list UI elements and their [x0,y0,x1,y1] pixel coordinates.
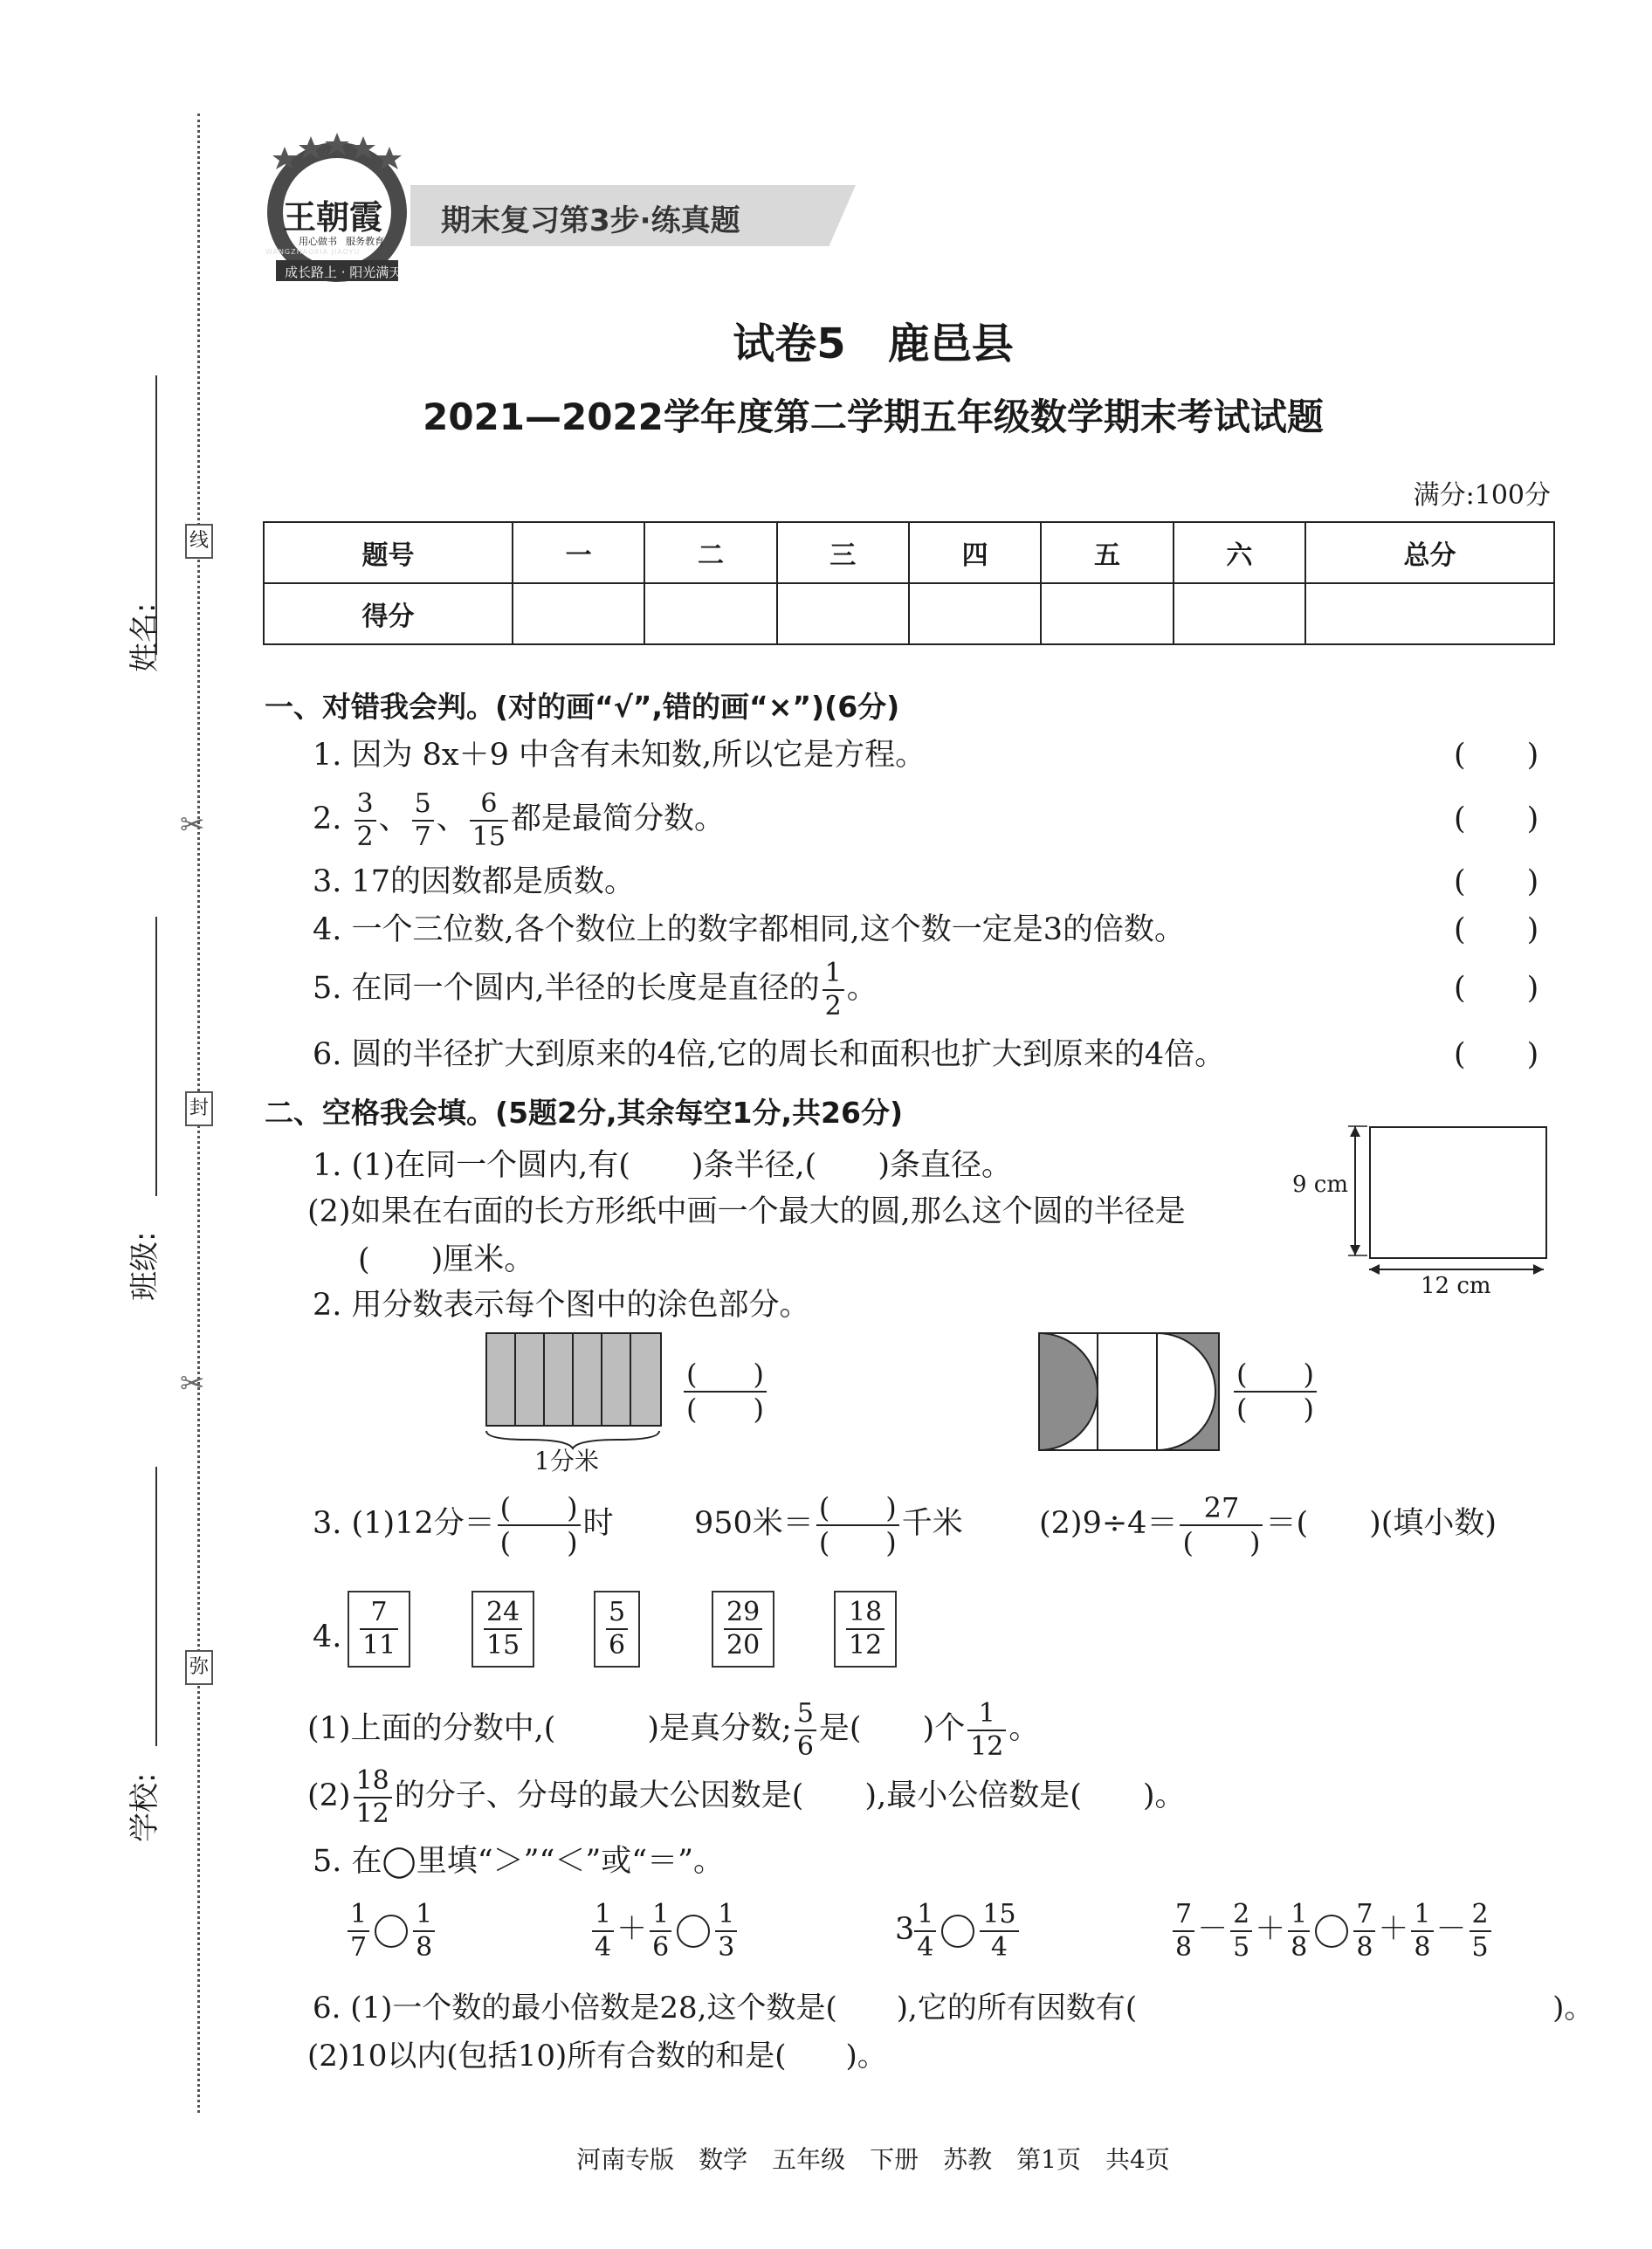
logo-ring-text: WANGZHAOXIA JIAOYU [265,248,361,256]
compare-item-b: $\frac{1}{4}$ ＋ $\frac{1}{6}$ $\frac{1}{3}$ [589,1890,740,1969]
s2-question-1b: (2)如果在右面的长方形纸中画一个最大的圆,那么这个圆的半径是 [307,1194,1186,1229]
s1-answer-1[interactable]: ( ) [1454,738,1539,773]
logo-ribbon: 成长路上 · 阳光满天 [285,265,403,280]
header-cell: 总分 [1305,522,1554,583]
class-underline [155,917,157,1196]
s2-question-6a: 6. (1)一个数的最小倍数是28,这个数是( ),它的所有因数有( )。 [313,1991,1594,2025]
s2-question-1a: 1. (1)在同一个圆内,有( )条半径,( )条直径。 [313,1148,1012,1183]
s1-answer-5[interactable]: ( ) [1454,971,1539,1006]
fraction: $\frac{1}{8}$ [413,1902,435,1961]
score-cell[interactable] [1174,583,1305,644]
score-cell[interactable] [644,583,776,644]
fraction: $\frac{2}{5}$ [1230,1902,1252,1961]
s1-question-2: 2. $\frac{3}{2}$ 、 $\frac{5}{7}$ 、 $\frac{6}{15}$ 都是最简分数。 [313,787,725,852]
section2-title: 二、空格我会填。(5题2分,其余每空1分,共26分) [265,1096,904,1130]
score-cell[interactable] [1305,583,1554,644]
score-cell[interactable] [513,583,644,644]
compare-item-d: $\frac{7}{8}$ － $\frac{2}{5}$ ＋ $\frac{1}{8}$ $\frac{7}{8}$ ＋ $\frac{1}{8}$ － $\frac{2}{5}$ [1170,1890,1494,1969]
answer-fraction-blank[interactable]: $\frac{( )}{( )}$ [498,1494,581,1557]
s1-question-1: 1. 因为 8x＋9 中含有未知数,所以它是方程。 [313,738,926,773]
fraction: $\frac{1}{2}$ [823,960,844,1020]
fraction: $\frac{5}{6}$ [795,1701,816,1760]
name-label: 姓名: [127,602,162,672]
score-table [263,521,1555,645]
cut-seal-mark: 封 [185,1091,213,1126]
fraction: $\frac{7}{8}$ [1173,1902,1194,1961]
header-cell: 二 [644,522,776,583]
answer-fraction-blank[interactable]: ( ) ( ) [684,1360,767,1423]
logo-brand-text: 王朝霞 [283,197,383,237]
s2-question-4-1: (1)上面的分数中,( )是真分数; $\frac{5}{6}$ 是( )个 $\frac{1}{12}$ 。 [307,1697,1040,1762]
fraction: $\frac{1}{8}$ [1411,1902,1433,1961]
header-cell: 题号 [264,522,513,583]
q2-prefix: 2. [313,801,342,836]
s1-answer-2[interactable]: ( ) [1454,801,1539,836]
s1-answer-4[interactable]: ( ) [1454,912,1539,947]
school-underline [155,1467,157,1746]
fraction: $\frac{1}{3}$ [715,1902,737,1961]
boxed-fraction: $\frac{24}{15}$ [472,1591,534,1668]
fraction: $\frac{1}{12}$ [967,1701,1006,1760]
score-cell[interactable] [777,583,909,644]
boxed-fraction: $\frac{5}{6}$ [594,1591,640,1668]
s2-question-3c: (2)9÷4＝ $\frac{27}{( )}$ ＝( )(填小数) [1039,1490,1497,1559]
fraction: $\frac{1}{7}$ [348,1902,369,1961]
boxed-fraction: $\frac{29}{20}$ [712,1591,774,1668]
scissors-icon: ✂ [180,1366,205,1401]
s2-question-3b: 950米＝ $\frac{( )}{( )}$ 千米 [694,1490,963,1559]
score-cell[interactable] [909,583,1041,644]
class-label: 班级: [127,1231,162,1301]
section1-title: 一、对错我会判。(对的画“√”,错的画“×”)(6分) [265,690,900,724]
answer-fraction-blank[interactable]: $\frac{( )}{( )}$ [816,1494,899,1557]
brand-logo [258,129,416,286]
header-cell: 五 [1041,522,1173,583]
page-footer: 河南专版 数学 五年级 下册 苏教 第1页 共4页 [576,2145,1170,2174]
answer-fraction-blank[interactable]: ( ) ( ) [1234,1360,1317,1423]
fraction: $\frac{3}{2}$ [354,791,376,850]
cut-line-mark: 线 [185,524,213,559]
cut-mi-mark: 弥 [185,1650,213,1685]
s2-question-3: 3. (1)12分＝ $\frac{( )}{( )}$ 时 [313,1490,614,1559]
fraction: $\frac{7}{8}$ [1353,1902,1375,1961]
score-table-score-row [264,583,1554,644]
fraction: $\frac{15}{4}$ [980,1902,1018,1961]
s1-question-3: 3. 17的因数都是质数。 [313,864,636,899]
header-cell: 六 [1174,522,1305,583]
compare-circle[interactable] [677,1915,710,1948]
fraction: $\frac{1}{4}$ [914,1902,936,1961]
s1-question-5: 5. 在同一个圆内,半径的长度是直径的 $\frac{1}{2}$ 。 [313,957,878,1021]
fraction: $\frac{6}{15}$ [470,791,508,850]
compare-circle[interactable] [375,1915,408,1948]
score-row-label: 得分 [264,583,513,644]
logo-slogan-left: 用心做书 [299,236,337,247]
header-cell: 一 [513,522,644,583]
fraction: $\frac{2}{5}$ [1470,1902,1491,1961]
s1-answer-6[interactable]: ( ) [1454,1037,1539,1072]
score-table-header-row [264,522,1554,583]
s2-question-4-prefix: 4. [313,1620,342,1654]
logo-slogan-right: 服务教育 [346,236,384,247]
s1-question-6: 6. 圆的半径扩大到原来的4倍,它的周长和面积也扩大到原来的4倍。 [313,1037,1226,1072]
s2-question-1c: ( )厘米。 [358,1242,535,1277]
s2-question-2: 2. 用分数表示每个图中的涂色部分。 [313,1288,810,1323]
exam-title: 试卷5 鹿邑县 [733,320,1014,368]
s2-question-6b: (2)10以内(包括10)所有合数的和是( )。 [307,2039,887,2074]
fraction: $\frac{1}{6}$ [650,1902,671,1961]
fraction: $\frac{5}{7}$ [412,791,434,850]
q2-suffix: 都是最简分数。 [510,801,725,836]
s1-question-4: 4. 一个三位数,各个数位上的数字都相同,这个数一定是3的倍数。 [313,912,1186,947]
compare-item-c: 3 $\frac{1}{4}$ $\frac{15}{4}$ [895,1890,1022,1969]
exam-subtitle: 2021—2022学年度第二学期五年级数学期末考试试题 [423,395,1324,438]
banner-text: 期末复习第3步·练真题 [441,203,740,238]
s2-question-5: 5. 在◯里填“＞”“＜”或“＝”。 [313,1844,725,1879]
scissors-icon: ✂ [180,808,205,843]
school-label: 学校: [127,1772,162,1842]
rect-height-label: 9 cm [1292,1172,1349,1198]
fraction: $\frac{1}{4}$ [592,1902,614,1961]
fraction: $\frac{18}{12}$ [354,1768,392,1827]
header-cell: 三 [777,522,909,583]
compare-item-a [345,1890,437,1969]
semicircle-figure [1037,1331,1229,1454]
header-cell: 四 [909,522,1041,583]
s2-question-4-2: (2) $\frac{18}{12}$ 的分子、分母的最大公因数是( ),最小公倍数是( )。 [307,1764,1186,1829]
strip-figure-label: 1分米 [534,1447,599,1475]
fraction: $\frac{1}{8}$ [1288,1902,1310,1961]
rect-width-label: 12 cm [1421,1273,1491,1299]
boxed-fraction: $\frac{7}{11}$ [348,1591,410,1668]
compare-circle[interactable] [1315,1915,1348,1948]
boxed-fraction: $\frac{18}{12}$ [834,1591,897,1668]
full-score: 满分:100分 [1413,480,1551,511]
compare-circle[interactable] [941,1915,974,1948]
score-cell[interactable] [1041,583,1173,644]
s1-answer-3[interactable]: ( ) [1454,864,1539,899]
answer-fraction-blank[interactable]: $\frac{27}{( )}$ [1180,1494,1263,1557]
